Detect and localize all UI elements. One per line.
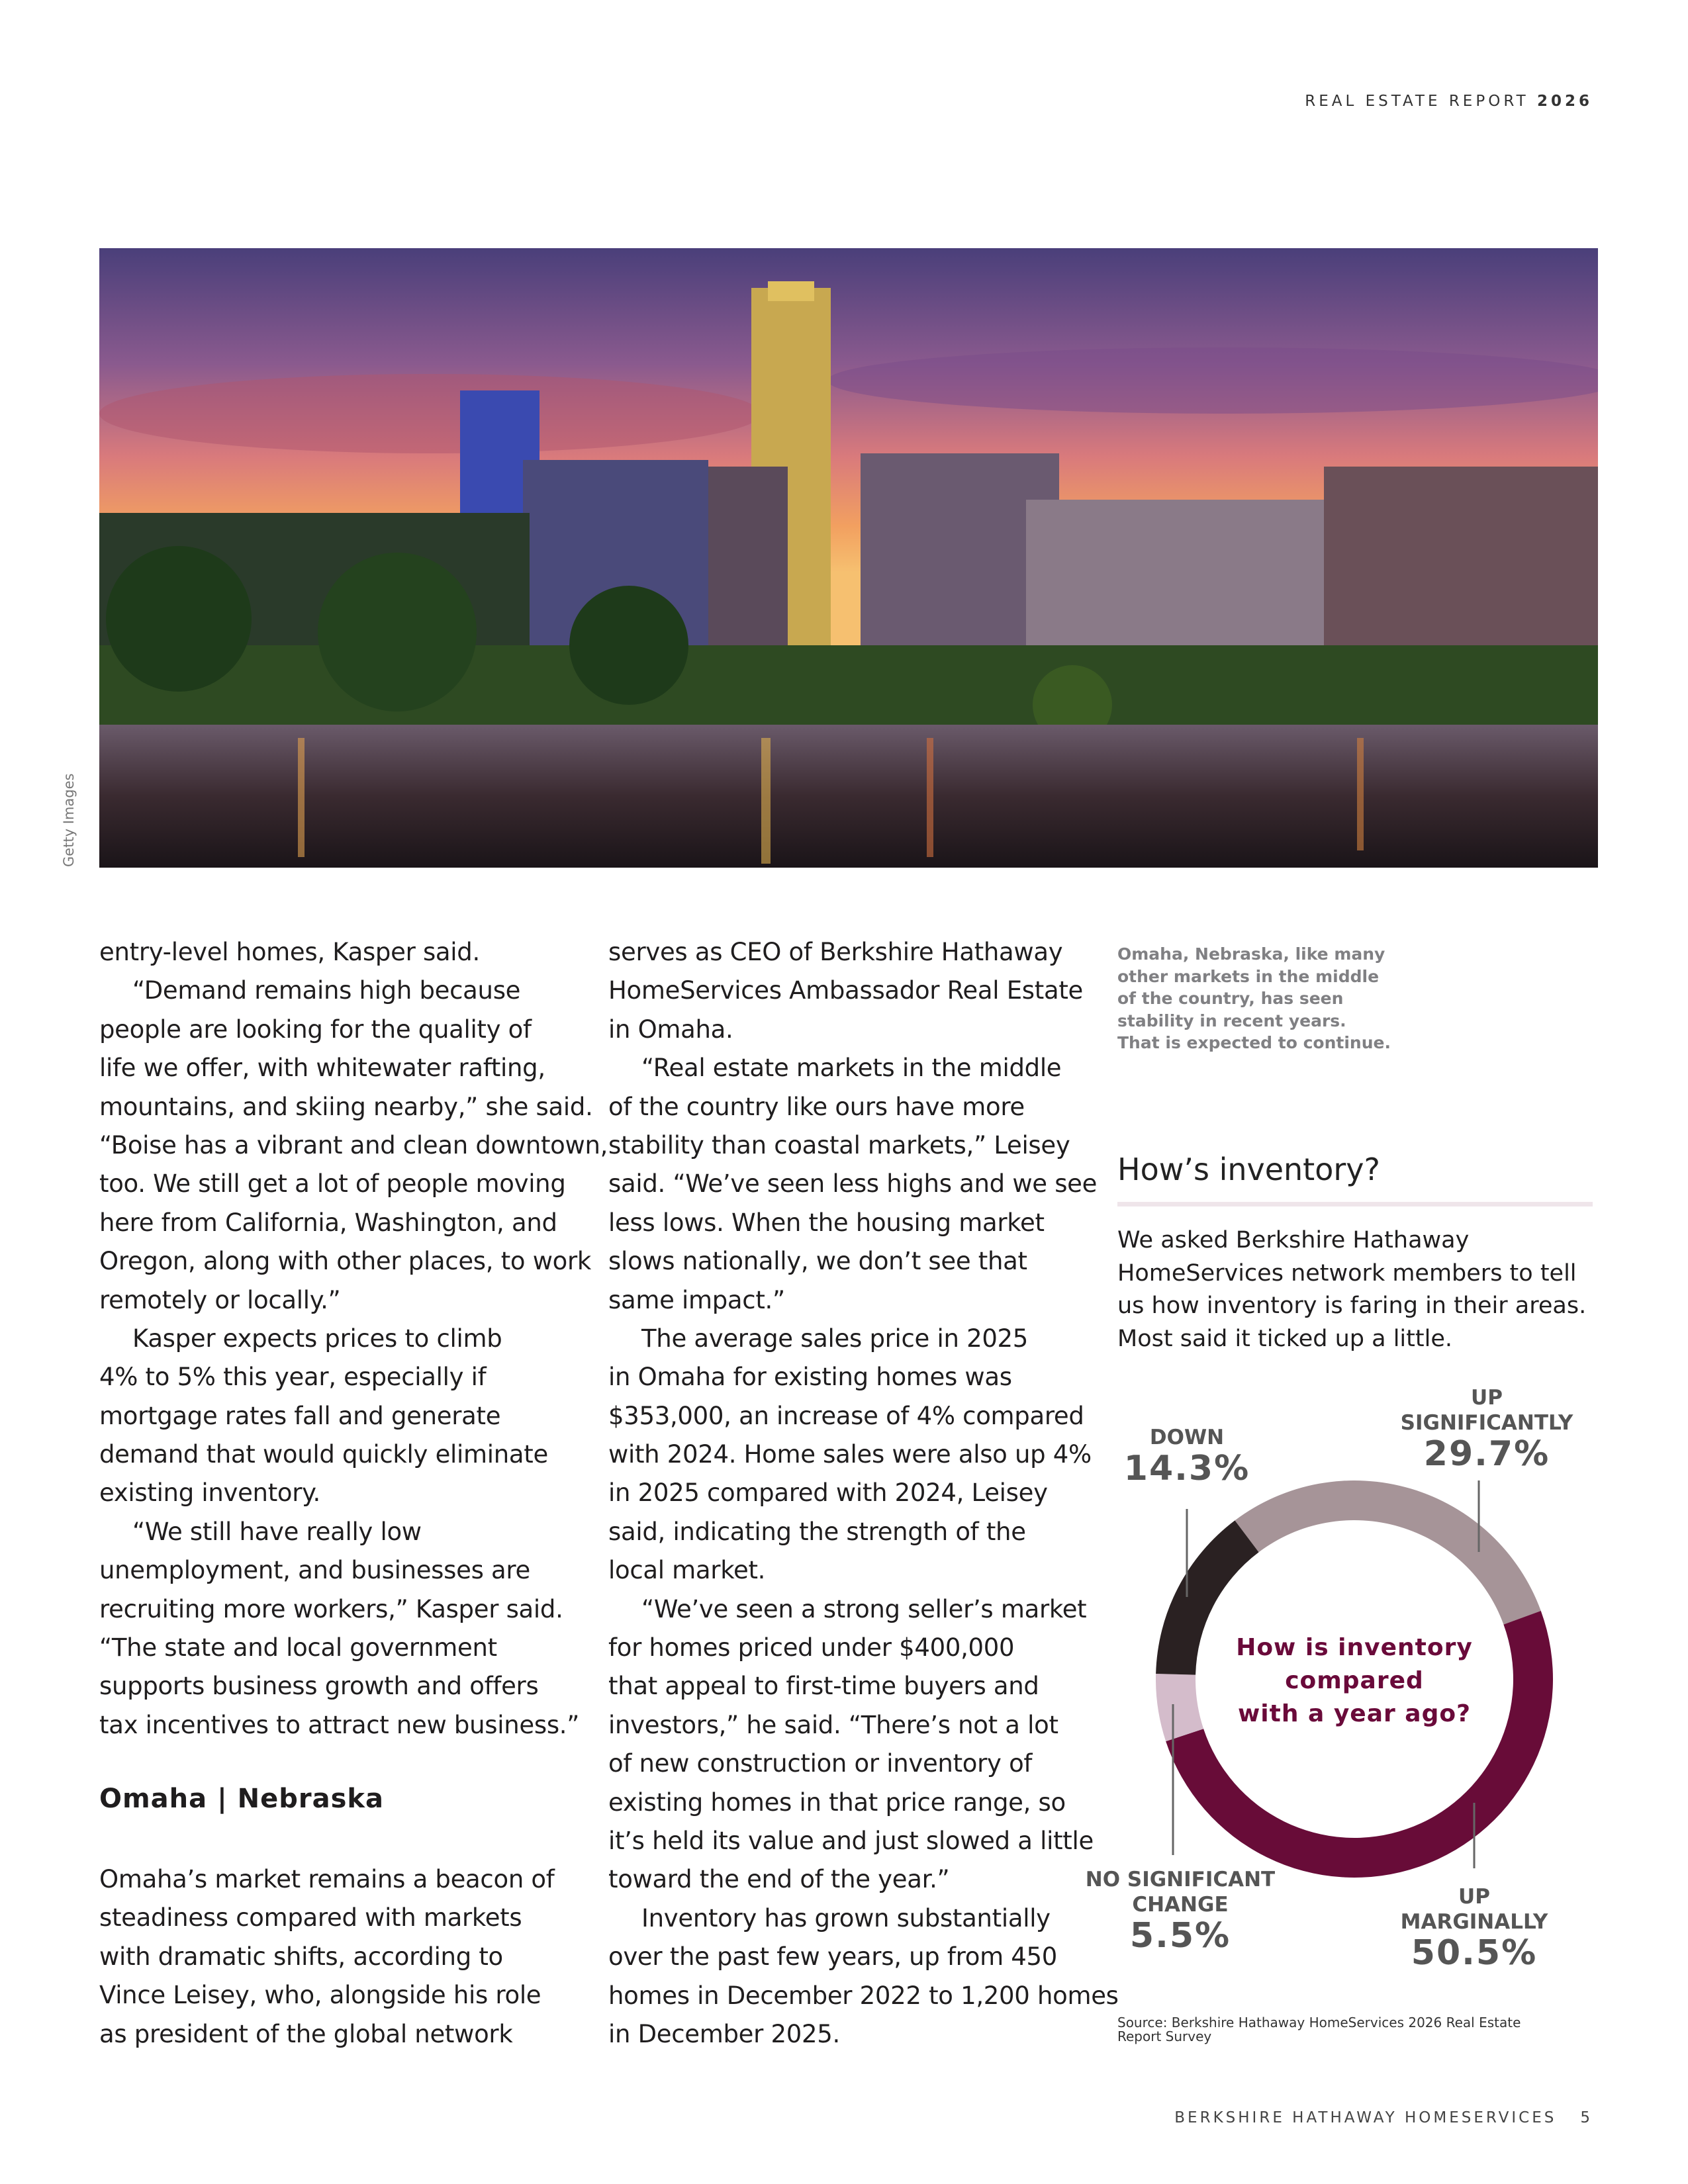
text-line: local market. <box>608 1556 766 1585</box>
text-line: steadiness compared with markets <box>99 1903 522 1933</box>
text-line: The average sales price in 2025 <box>641 1324 1029 1353</box>
text-line: in December 2025. <box>608 2019 840 2048</box>
header-title: REAL ESTATE REPORT <box>1305 93 1529 110</box>
text-line: entry-level homes, Kasper said. <box>99 938 480 966</box>
text-line: life we offer, with whitewater rafting, <box>99 1054 545 1083</box>
text-line: compared <box>1285 1667 1424 1694</box>
label-down <box>1124 1425 1250 1487</box>
text-line: That is expected to continue. <box>1117 1033 1391 1053</box>
text-line: said. “We’ve seen less highs and we see <box>608 1169 1098 1199</box>
text-line: “Demand remains high because <box>132 976 521 1005</box>
text-line: “Boise has a vibrant and clean downtown, <box>99 1130 608 1160</box>
chart-source <box>1117 2016 1521 2044</box>
text-line: in Omaha for existing homes was <box>608 1363 1012 1392</box>
text-line: too. We still get a lot of people moving <box>99 1169 566 1199</box>
category-label: DOWN <box>1149 1426 1225 1449</box>
text-line: existing inventory. <box>99 1479 320 1508</box>
page-number: 5 <box>1580 2109 1593 2126</box>
inventory-heading: How’s inventory? <box>1117 1152 1380 1187</box>
text-line: Omaha, Nebraska, like many <box>1117 944 1385 964</box>
text-line: Inventory has grown substantially <box>641 1903 1051 1933</box>
text-line: of new construction or inventory of <box>608 1749 1033 1778</box>
donut-slice-up-significantly <box>1235 1480 1540 1625</box>
text-line: demand that would quickly eliminate <box>99 1440 548 1469</box>
photo-credit: Getty Images <box>61 773 77 867</box>
category-label: UP MARGINALLY <box>1400 1885 1548 1934</box>
text-line: that appeal to first-time buyers and <box>608 1672 1039 1701</box>
text-line: other markets in the middle <box>1117 966 1380 986</box>
text-line: How is inventory <box>1236 1634 1473 1661</box>
text-line: “We still have really low <box>132 1517 422 1546</box>
text-line: for homes priced under $400,000 <box>608 1633 1015 1662</box>
section-subheading: Omaha | Nebraska <box>99 1784 384 1814</box>
donut-slice-no-significant-change <box>1156 1674 1203 1741</box>
text-line: We asked Berkshire Hathaway <box>1117 1227 1470 1253</box>
text-line: Vince Leisey, who, alongside his role <box>99 1981 541 2010</box>
label-up-significantly <box>1401 1385 1573 1473</box>
text-line: “The state and local government <box>99 1633 497 1662</box>
text-line: mortgage rates fall and generate <box>99 1401 501 1430</box>
text-line: with a year ago? <box>1238 1700 1471 1727</box>
text-line: remotely or locally.” <box>99 1285 341 1314</box>
text-line: HomeServices network members to tell <box>1117 1259 1577 1287</box>
text-line: HomeServices Ambassador Real Estate <box>608 976 1084 1005</box>
value-label: 50.5% <box>1411 1933 1538 1973</box>
text-line: slows nationally, we don’t see that <box>608 1247 1027 1276</box>
text-line: in Omaha. <box>608 1015 733 1044</box>
text-line: tax incentives to attract new business.” <box>99 1710 580 1739</box>
text-line: stability than coastal markets,” Leisey <box>608 1130 1070 1160</box>
text-line: Most said it ticked up a little. <box>1117 1325 1452 1352</box>
text-line: same impact.” <box>608 1285 785 1314</box>
donut-center-question <box>1236 1631 1473 1731</box>
text-line: of the country, has seen <box>1117 989 1344 1009</box>
text-line: recruiting more workers,” Kasper said. <box>99 1594 563 1623</box>
header-year: 2026 <box>1536 93 1593 110</box>
text-line: in 2025 compared with 2024, Leisey <box>608 1479 1048 1508</box>
text-line: toward the end of the year.” <box>608 1865 950 1894</box>
text-line: people are looking for the quality of <box>99 1015 532 1044</box>
text-line: supports business growth and offers <box>99 1672 539 1701</box>
text-line: unemployment, and businesses are <box>99 1556 530 1585</box>
text-line: Source: Berkshire Hathaway HomeServices 2026 Real Estate <box>1117 2015 1521 2030</box>
text-line: us how inventory is faring in their areas. <box>1117 1293 1587 1319</box>
text-line: Report Survey <box>1117 2028 1212 2044</box>
text-line: with dramatic shifts, according to <box>99 1942 503 1971</box>
footer-brand: BERKSHIRE HATHAWAY HOMESERVICES <box>1174 2109 1557 2126</box>
page-footer <box>1174 2109 1593 2126</box>
text-line: it’s held its value and just slowed a little <box>608 1826 1094 1855</box>
text-line: serves as CEO of Berkshire Hathaway <box>608 938 1063 966</box>
text-line: Omaha’s market remains a beacon of <box>99 1865 555 1893</box>
text-line: of the country like ours have more <box>608 1092 1025 1121</box>
value-label: 5.5% <box>1129 1916 1231 1956</box>
text-line: with 2024. Home sales were also up 4% <box>608 1440 1092 1469</box>
text-line: mountains, and skiing nearby,” she said. <box>99 1092 593 1121</box>
label-up-marginally <box>1401 1884 1548 1972</box>
value-label: 29.7% <box>1423 1434 1550 1474</box>
value-label: 14.3% <box>1123 1449 1250 1488</box>
category-label: NO SIGNIFICANT CHANGE <box>1085 1868 1276 1917</box>
text-line: 4% to 5% this year, especially if <box>99 1363 487 1392</box>
label-no-significant-change <box>1086 1867 1275 1954</box>
text-line: less lows. When the housing market <box>608 1208 1045 1237</box>
text-line: Kasper expects prices to climb <box>132 1324 502 1353</box>
text-line: homes in December 2022 to 1,200 homes <box>608 1981 1119 2010</box>
text-line: investors,” he said. “There’s not a lot <box>608 1710 1058 1739</box>
text-line: as president of the global network <box>99 2019 513 2048</box>
category-label: UP SIGNIFICANTLY <box>1400 1386 1573 1435</box>
text-line: over the past few years, up from 450 <box>608 1942 1058 1972</box>
text-line: said, indicating the strength of the <box>608 1517 1026 1546</box>
text-line: stability in recent years. <box>1117 1011 1346 1030</box>
text-line: “We’ve seen a strong seller’s market <box>641 1594 1087 1623</box>
text-line: $353,000, an increase of 4% compared <box>608 1401 1084 1430</box>
text-line: Oregon, along with other places, to work <box>99 1247 592 1276</box>
text-line: here from California, Washington, and <box>99 1208 557 1237</box>
text-line: existing homes in that price range, so <box>608 1788 1066 1817</box>
text-line: “Real estate markets in the middle <box>641 1054 1062 1083</box>
